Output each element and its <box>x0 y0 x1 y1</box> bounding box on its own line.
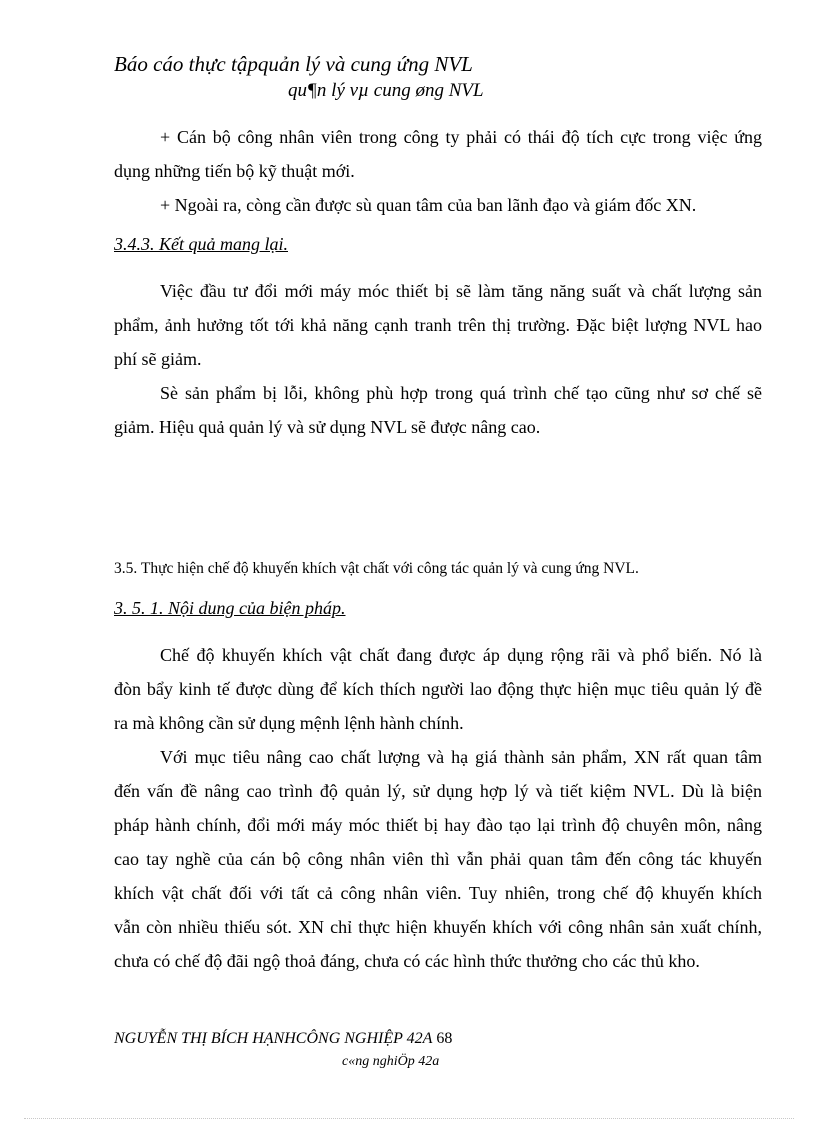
text-line: + Cán bộ công nhân viên trong công ty phải có thái độ tích cực trong việc ứng <box>160 127 762 147</box>
heading-3-5-1: 3. 5. 1. Nội dung của biện pháp. <box>114 598 346 618</box>
heading-3-4-3: 3.4.3. Kết quả mang lại. <box>114 234 288 254</box>
text-line: Sè sản phẩm bị lỗi, không phù hợp trong quá trình chế tạo cũng như sơ chế sẽ <box>160 383 762 403</box>
text-line: giảm. Hiệu quả quản lý và sử dụng NVL sẽ được nâng cao. <box>114 417 541 437</box>
text-line: vẫn còn nhiều thiếu sót. XN chỉ thực hiện khuyến khích với công nhân sản xuất chính, <box>114 917 762 937</box>
section-3-5-title: 3.5. Thực hiện chế độ khuyến khích vật chất với công tác quản lý và cung ứng NVL. <box>114 560 639 577</box>
text-line: đòn bẩy kinh tế được dùng để kích thích người lao động thực hiện mục tiêu quản lý đề <box>114 679 762 699</box>
text-line: Chế độ khuyến khích vật chất đang được áp dụng rộng rãi và phổ biến. Nó là <box>160 645 762 665</box>
page-bottom-divider <box>24 1118 794 1119</box>
text-line: khích vật chất đối với tất cả công nhân viên. Tuy nhiên, trong chế độ khuyến khích <box>114 883 762 903</box>
text-line: Với mục tiêu nâng cao chất lượng và hạ giá thành sản phẩm, XN rất quan tâm <box>160 747 762 767</box>
header-title: Báo cáo thực tậpquản lý và cung ứng NVL <box>114 52 473 76</box>
header-subtitle: qu¶n lý vµ cung øng NVL <box>288 80 484 101</box>
footer-author <box>114 1030 452 1048</box>
text-line: chưa có chế độ đãi ngộ thoả đáng, chưa có các hình thức thưởng cho các thủ kho. <box>114 951 700 971</box>
paragraph-results <box>114 274 762 444</box>
text-line: Việc đầu tư đổi mới máy móc thiết bị sẽ làm tăng năng suất và chất lượng sản <box>160 281 762 301</box>
footer-author-name: NGUYỄN THỊ BÍCH HẠNHCÔNG NGHIỆP 42A <box>114 1030 433 1047</box>
text-line: phẩm, ảnh hưởng tốt tới khả năng cạnh tranh trên thị trường. Đặc biệt lượng NVL hao <box>114 315 762 335</box>
text-line: dụng những tiến bộ kỹ thuật mới. <box>114 161 355 181</box>
text-line: + Ngoài ra, còng cần được sù quan tâm của ban lãnh đạo và giám đốc XN. <box>160 195 697 215</box>
footer-class: c«ng nghiÖp 42a <box>342 1054 440 1069</box>
text-line: đến vấn đề nâng cao trình độ quản lý, sử dụng hợp lý và tiết kiệm NVL. Dù là biện <box>114 781 762 801</box>
text-line: pháp hành chính, đổi mới máy móc thiết bị hay đào tạo lại trình độ chuyên môn, nâng <box>114 815 762 835</box>
paragraph-attitude <box>114 120 762 222</box>
paragraph-incentives <box>114 638 762 978</box>
page-number: 68 <box>436 1030 453 1047</box>
text-line: cao tay nghề của cán bộ công nhân viên thì vẫn phải quan tâm đến công tác khuyến <box>114 849 762 869</box>
text-line: ra mà không cần sử dụng mệnh lệnh hành chính. <box>114 713 464 733</box>
text-line: phí sẽ giảm. <box>114 349 202 369</box>
